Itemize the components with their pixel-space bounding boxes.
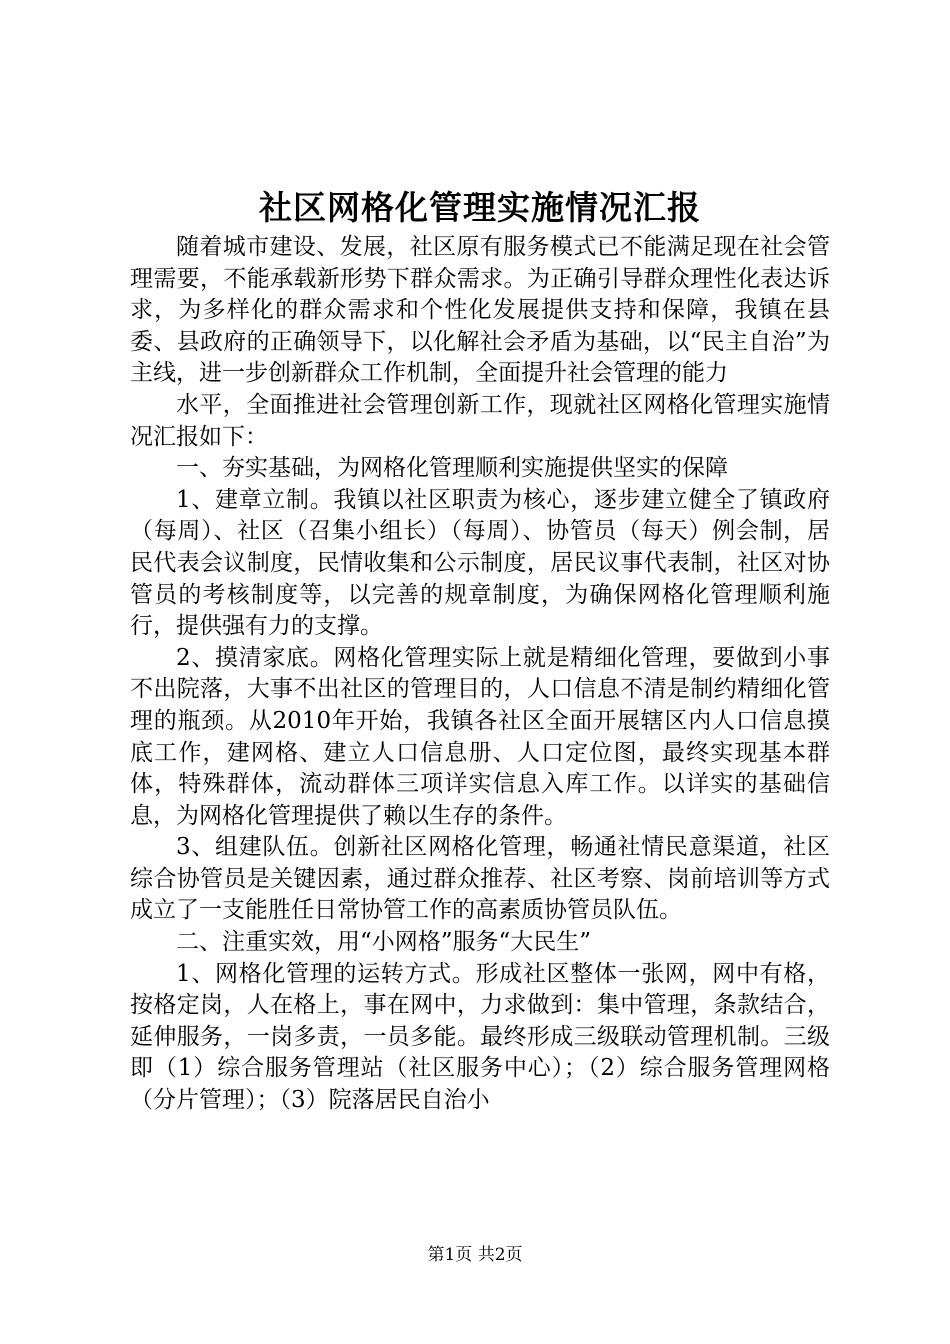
document-body xyxy=(130,232,830,1117)
paragraph-item-1-2: 2、摸清家底。网格化管理实际上就是精细化管理，要做到小事不出院落，大事不出社区的管理目的，人口信息不清是制约精细化管理的瓶颈。从2010年开始，我镇各社区全面开展辖区内人口信息摸底工作，建网格、建立人口信息册、人口定位图，最终实现基本群体，特殊群体，流动群体三项详实信息入库工作。以详实的基础信息，为网格化管理提供了赖以生存的条件。 xyxy=(130,644,830,829)
paragraph-item-1-3: 3、组建队伍。创新社区网格化管理，畅通社情民意渠道，社区综合协管员是关键因素，通过群众推荐、社区考察、岗前培训等方式成立了一支能胜任日常协管工作的高素质协管员队伍。 xyxy=(130,834,830,924)
document-title: 社区网格化管理实施情况汇报 xyxy=(259,188,701,227)
page-number-footer: 第1页 共2页 xyxy=(427,1245,523,1265)
paragraph-item-2-1: 1、网格化管理的运转方式。形成社区整体一张网，网中有格，按格定岗，人在格上，事在网中，力求做到：集中管理，条款结合，延伸服务，一岗多责，一员多能。最终形成三级联动管理机制。三级即（1）综合服务管理站（社区服务中心）；（2）综合服务管理网格（分片管理）；（3）院落居民自治小 xyxy=(130,960,830,1114)
document-page xyxy=(130,186,830,1117)
paragraph-intro-continued: 水平，全面推进社会管理创新工作，现就社区网格化管理实施情况汇报如下： xyxy=(130,391,830,450)
paragraph-intro: 随着城市建设、发展，社区原有服务模式已不能满足现在社会管理需要，不能承载新形势下群众需求。为正确引导群众理性化表达诉求，为多样化的群众需求和个性化发展提供支持和保障，我镇在县委、县政府的正确领导下，以化解社会矛盾为基础，以“民主自治”为主线，进一步创新群众工作机制，全面提升社会管理的能力 xyxy=(130,234,830,387)
paragraph-item-1-1: 1、建章立制。我镇以社区职责为核心，逐步建立健全了镇政府（每周）、社区（召集小组长）（每周）、协管员（每天）例会制，居民代表会议制度，民情收集和公示制度，居民议事代表制，社区对协管员的考核制度等，以完善的规章制度，为确保网格化管理顺利施行，提供强有力的支撑。 xyxy=(130,486,830,640)
section-heading-1: 一、夯实基础，为网格化管理顺利实施提供坚实的保障 xyxy=(176,455,728,482)
section-heading-2: 二、注重实效，用“小网格”服务“大民生” xyxy=(176,929,592,956)
